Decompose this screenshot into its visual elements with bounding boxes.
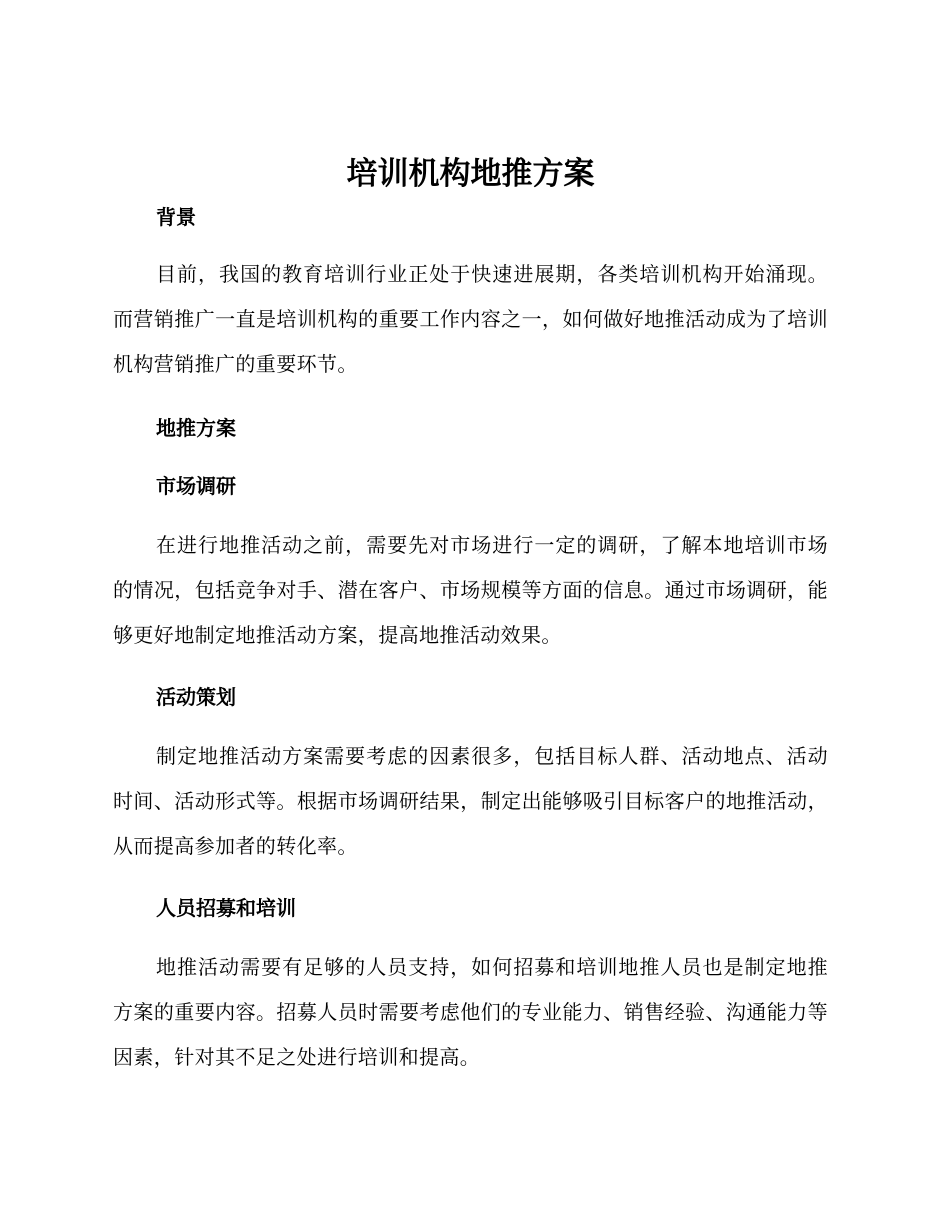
- section-paragraph: 地推活动需要有足够的人员支持，如何招募和培训地推人员也是制定地推方案的重要内容。招募人员时需要考虑他们的专业能力、销售经验、沟通能力等因素，针对其不足之处进行培训和提高。: [113, 955, 828, 1069]
- section-heading: 地推方案: [156, 416, 236, 440]
- section-staff-recruitment: [113, 893, 828, 1080]
- section-activity-planning: [113, 682, 828, 869]
- section-background: [113, 202, 828, 387]
- section-heading: 人员招募和培训: [156, 896, 296, 920]
- section-heading: 活动策划: [156, 685, 236, 709]
- section-plan: [113, 413, 828, 443]
- document-title: 培训机构地推方案: [346, 156, 595, 192]
- section-heading: 市场调研: [156, 474, 236, 498]
- section-market-research: [113, 471, 828, 658]
- section-heading: 背景: [156, 205, 196, 229]
- section-paragraph: 制定地推活动方案需要考虑的因素很多，包括目标人群、活动地点、活动时间、活动形式等。根据市场调研结果，制定出能够吸引目标客户的地推活动，从而提高参加者的转化率。: [113, 744, 828, 858]
- section-paragraph: 目前，我国的教育培训行业正处于快速进展期，各类培训机构开始涌现。而营销推广一直是培训机构的重要工作内容之一，如何做好地推活动成为了培训机构营销推广的重要环节。: [113, 262, 828, 376]
- section-paragraph: 在进行地推活动之前，需要先对市场进行一定的调研，了解本地培训市场的情况，包括竞争对手、潜在客户、市场规模等方面的信息。通过市场调研，能够更好地制定地推活动方案，提高地推活动效果。: [113, 533, 828, 647]
